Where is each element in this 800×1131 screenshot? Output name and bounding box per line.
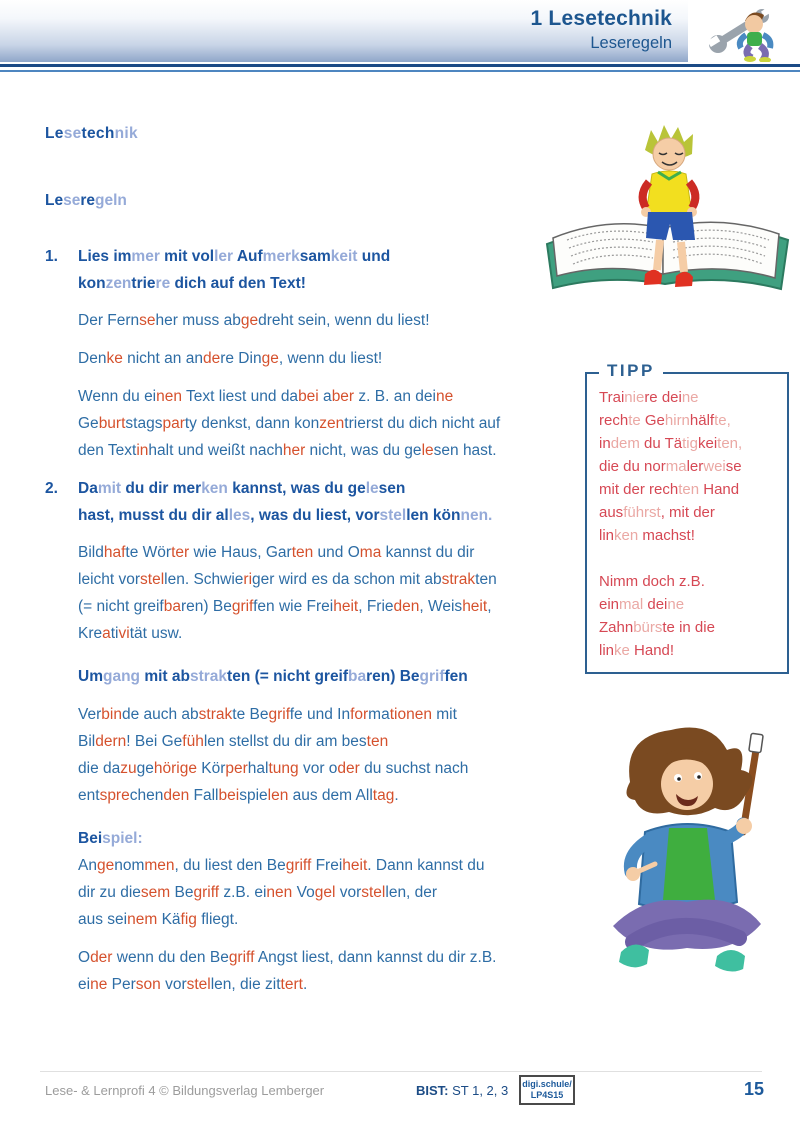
footer-bist — [416, 1083, 508, 1098]
boy-with-toothbrush-illustration — [575, 720, 795, 998]
paragraph — [78, 345, 560, 372]
boy-leg-left — [657, 240, 660, 270]
mascot-shoe-left — [744, 56, 756, 62]
item-number: 1. — [45, 248, 58, 265]
text-line: Lesetechnik — [45, 125, 138, 142]
text-line: Der Fernseher muss abgedreht sein, wenn du liest! — [78, 312, 430, 329]
text-line: Zahnbürste in die — [599, 619, 715, 636]
item-heading — [78, 475, 560, 529]
bist-value: ST 1, 2, 3 — [448, 1083, 509, 1098]
boy-leg-right — [681, 242, 684, 272]
header-rule-blue — [0, 70, 800, 72]
text-line: Bildhafte Wörter wie Haus, Garten und Oma kannst du dir — [78, 544, 475, 561]
paragraph — [78, 852, 560, 933]
item-body — [78, 243, 560, 475]
text-line: Verbinde auch abstrakte Begriffe und Informationen mit — [78, 706, 457, 723]
toothbrush-bristles — [749, 733, 763, 752]
text-line: Kreativität usw. — [78, 625, 183, 642]
header-band — [0, 0, 688, 62]
text-line: Denke nicht an andere Dinge, wenn du liest! — [78, 350, 383, 367]
text-line: leicht vorstellen. Schwieriger wird es da schon mit abstrakten — [78, 571, 497, 588]
footer-separator — [40, 1071, 762, 1072]
paragraph — [78, 701, 560, 809]
text-line: Damit du dir merken kannst, was du gelesen — [78, 480, 406, 497]
tip-text — [599, 386, 777, 662]
text-line: linke Hand! — [599, 642, 675, 659]
text-line: indem du Tätigkeiten, — [599, 435, 743, 452]
text-line: Wenn du einen Text liest und dabei aber z. B. an deine — [78, 388, 454, 405]
paragraph — [78, 383, 560, 464]
paragraph — [78, 944, 560, 998]
paragraph — [78, 307, 560, 334]
item-paragraphs — [78, 307, 560, 464]
item-number: 2. — [45, 480, 58, 497]
mascot-boy-with-wrench-illustration — [700, 2, 792, 62]
boy2-pupil-right — [697, 775, 701, 779]
text-line: linken machst! — [599, 527, 695, 544]
boy-sleeve-left — [643, 182, 649, 208]
boy2-green-shirt — [663, 828, 715, 900]
text-line: die dazugehörige Körperhaltung vor oder du suchst nach — [78, 760, 469, 777]
badge-line2: LP4S15 — [530, 1090, 564, 1100]
boy2-hand-right — [736, 818, 752, 834]
text-line: Bildern! Bei Gefühlen stellst du dir am besten — [78, 733, 389, 750]
text-line: entsprechenden Fallbeispielen aus dem Alltag. — [78, 787, 399, 804]
footer-imprint: Lese- & Lernprofi 4 © Bildungsverlag Lemberger — [45, 1083, 325, 1098]
item-heading — [78, 243, 560, 297]
text-line: rechte Gehirnhälfte, — [599, 412, 731, 429]
page-subtitle — [45, 187, 127, 214]
section-subheading — [78, 663, 560, 690]
boy-sleeve-right — [689, 182, 695, 208]
item-paragraphs — [78, 539, 560, 998]
header-chapter: 1 Lesetechnik — [530, 7, 672, 30]
text-line: ausführst, mit der — [599, 504, 715, 521]
text-line: aus seinem Käfig fliegt. — [78, 911, 239, 928]
page-number: 15 — [743, 1079, 764, 1099]
tip-title: TIPP — [599, 361, 663, 381]
text-line: dir zu diesem Begriff z.B. einen Vogel vorstellen, der — [78, 884, 438, 901]
text-line: die du normalerweise — [599, 458, 742, 475]
section-subheading — [78, 825, 560, 852]
text-line: Oder wenn du den Begriff Angst liest, dann kannst du dir z.B. — [78, 949, 497, 966]
text-line: Geburtstagsparty denkst, dann konzentrierst du dich nicht auf — [78, 415, 501, 432]
text-line: hast, musst du dir alles, was du liest, vorstellen können. — [78, 507, 493, 524]
tip-box — [585, 361, 789, 674]
text-line: Trainiere deine — [599, 389, 699, 406]
main-text-column — [45, 243, 560, 1009]
list-item-2 — [45, 475, 560, 1009]
mascot-arm-left — [740, 35, 746, 48]
item-body — [78, 475, 560, 1009]
digi-schule-badge — [519, 1075, 575, 1105]
text-line: Beispiel: — [78, 830, 143, 847]
text-line: Leseregeln — [45, 192, 127, 209]
mascot-shirt — [747, 32, 762, 46]
bist-label: BIST: — [416, 1083, 449, 1098]
boy2-shoe-left — [619, 944, 649, 967]
badge-line1: digi.schule/ — [522, 1079, 572, 1089]
mascot-head — [745, 15, 763, 33]
boy2-pupil-left — [677, 777, 681, 781]
text-line — [599, 547, 777, 570]
list-item-1 — [45, 243, 560, 475]
text-line: Umgang mit abstrakten (= nicht greifbaren) Begriffen — [78, 668, 468, 685]
text-line: konzentriere dich auf den Text! — [78, 275, 306, 292]
text-line: Lies immer mit voller Aufmerksamkeit und — [78, 248, 391, 265]
header-titles — [531, 7, 673, 53]
text-line: einmal deine — [599, 596, 685, 613]
text-line: Nimm doch z.B. — [599, 573, 705, 590]
page-title — [45, 120, 138, 147]
text-line: Angenommen, du liest den Begriff Freiheit. Dann kannst du — [78, 857, 485, 874]
text-line: den Textinhalt und weißt nachher nicht, was du gelesen hast. — [78, 442, 497, 459]
text-line: (= nicht greifbaren) Begriffen wie Freiheit, Frieden, Weisheit, — [78, 598, 492, 615]
paragraph — [78, 539, 560, 647]
header-rule-navy — [0, 64, 800, 67]
text-line: mit der rechten Hand — [599, 481, 740, 498]
boy-on-book-illustration — [545, 112, 790, 310]
header-section: Leseregeln — [590, 34, 672, 52]
text-line: eine Person vorstellen, die zittert. — [78, 976, 308, 993]
